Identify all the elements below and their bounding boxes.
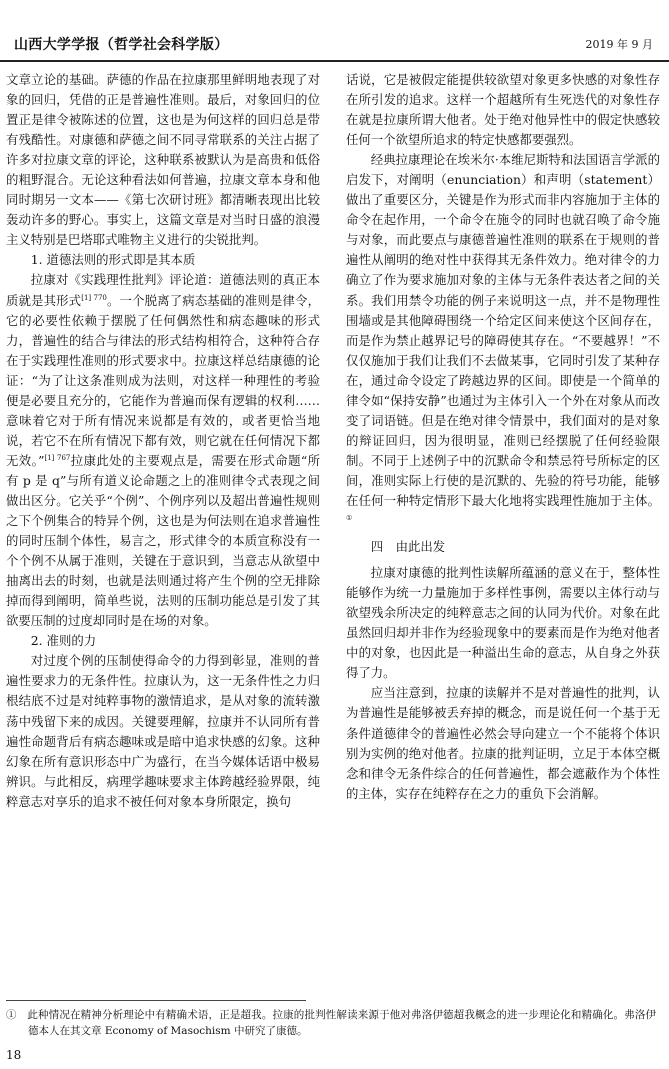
paragraph-text: 拉康此处的主要观点是，需要在形式命题“所有 p 是 q”与所有道义论命题之上的准则律令式表现之间做出区分。它关乎“个例”、个例序列以及超出普遍性规则之下个例集合的特异个例，这也是为何法则在追求普遍性的同时压制个体性，易言之，形式律令的本质宣称没有一个个例不从属于准则，关键在于意识到，当意志从欲望中抽离出去的时刻，也就是法则通过将产生个例的空无排除掉而得到阐明，简单些说，法则的压制功能总是引发了其欲要压制的过度却同时是在场的对象。	[6, 452, 320, 629]
subsection-heading: 2. 准则的力	[30, 633, 97, 649]
footnote-text: 此种情况在精神分析理论中有精确术语，正是超我。拉康的批判性解读来源于他对弗洛伊德超我概念的进一步理论化和精确化。弗洛伊德本人在其文章 Economy of Masochism 中研究了康德。	[27, 1009, 657, 1037]
paragraph: 应当注意到，拉康的读解并不是对普遍性的批判，认为普遍性是能够被丢弃掉的概念，而是说任何一个基于无条件道德律令的普遍性必然会导向建立一个不能将个体识别为实例的绝对他者。拉康的批判证明，立足于本体空概念和律令无条件综合的任何普遍性，都会遮蔽作为个体性的主体，实存在纯粹存在之力的重负下会消解。	[346, 685, 660, 801]
paragraph: 话说，它是被假定能提供较欲望对象更多快感的对象性存在所引发的追求。这样一个超越所有生死迭代的对象性存在就是拉康所谓大他者。处于绝对他异性中的假定快感较任何一个欲望所追求的特定快感都要强烈。	[346, 72, 660, 148]
running-header	[0, 0, 669, 52]
paragraph	[6, 270, 320, 631]
footnote-area	[6, 1000, 656, 1039]
citation-marker: [1] 767	[44, 453, 71, 462]
right-column	[346, 70, 660, 804]
header-rule	[0, 60, 669, 62]
paragraph-text: 经典拉康理论在埃米尔·本维尼斯特和法国语言学派的启发下，对阐明（enunciation）和声明（statement）做出了重要区分，关键是作为形式而非内容施加于主体的命令在起作用，一个命令在施令的同时也就召唤了命令施与对象，而此要点与康德普遍性准则的联系在于规则的普遍性从阐明的绝对性中获得其无条件效力。绝对律令的力确立了作为要求施加对象的主体与无条件表达者之间的关系。我们用禁令功能的例子来说明这一点，并不是物理性围墙或是其他障碍围绕一个给定区间来使这个区间存在，而是作为禁止越界记号的障碍使其存在。“不要越界！”不仅仅施加于我们让我们不去做某事，它同时引发了某种存在，通过命令设定了跨越边界的区间。即使是一个简单的律令如“保持安静”也通过为主体引入一个外在对象从而改变了词语链。但是在绝对律令情景中，我们面对的是对象的辩证回归，因为很明显，准则已经摆脱了任何经验限制。不同于上述例子中的沉默命令和禁忌符号所标定的区间，准则实际上行使的是沉默的、先验的符号功能，能够在任何一种特定情形下最大化地将实践理性施加于主体。	[346, 152, 660, 508]
footnote-mark: ①	[6, 1009, 17, 1021]
subsection-heading: 1. 道德法则的形式即是其本质	[30, 252, 196, 268]
citation-marker: [1] 770	[81, 293, 107, 302]
page-number: 18	[6, 1048, 22, 1062]
issue-date: 2019 年 9 月	[585, 38, 653, 51]
paragraph-text: 拉康对《实践理性批判》评论道：道德法则的真正本质就是其形式	[6, 272, 320, 308]
footnote-rule	[6, 1000, 306, 1001]
paragraph	[346, 150, 660, 531]
section-heading: 四 由此出发	[370, 539, 446, 555]
footnote	[6, 1007, 656, 1039]
journal-title: 山西大学学报（哲学社会科学版）	[14, 37, 229, 53]
paragraph: 对过度个例的压制使得命令的力得到彰显，准则的普遍性要求力的无条件性。拉康认为，这一无条件性之力归根结底不过是对纯粹事物的激情追求，是从对象的流转激荡中残留下来的成因。关键要理解，拉康并不认同所有普遍性命题背后有病态趣味或是暗中追求快感的幻象。这种幻象在所有意识形态中广为盛行，在当今媒体话语中极易辨识。与此相反，病理学趣味要求主体跨越经验界限，纯粹意志对享乐的追求不被任何对象本身所限定，换句	[6, 653, 320, 809]
paragraph: 文章立论的基础。萨德的作品在拉康那里鲜明地表现了对象的回归，凭借的正是普遍性准则。最后，对象回归的位置正是律令被陈述的位置，这也是为何这样的回归总是带有残酷性。对康德和萨德之间不同寻常联系的关注占据了许多对拉康文章的评论，这种联系被默认为是高贵和低俗的粗野混合。无论这种看法如何普遍，拉康文章本身和他同时期另一文本——《第七次研讨班》都清晰表现出比较轰动许多的野心。事实上，这篇文章是对当时日盛的浪漫主义特别是巴塔耶式唯物主义进行的尖锐批判。	[6, 72, 320, 248]
footnote-marker[interactable]: ①	[346, 513, 353, 522]
left-column	[6, 70, 320, 812]
paragraph: 拉康对康德的批判性读解所蕴涵的意义在于，整体性能够作为统一力量施加于多样性事例，需要以主体行动与欲望残余所决定的纯粹意志之间的认同为代价。对象在此虽然回归却并非作为经验现象中的要素而是作为绝对他者中的对象，也因此是一种溢出生命的意志，从自身之外获得了力。	[346, 565, 660, 681]
paragraph-text: 。一个脱离了病态基础的准则是律令，它的必要性依赖于摆脱了任何偶然性和病态趣味的形式力，普遍性的结合与律法的形式结构相符合，这种符合存在于实践理性准则的形式要求中。拉康这样总结康德的论证：“为了让这条准则成为法则，对这样一种理性的考验便是必要且充分的，它能作为普遍而保有逻辑的权利……意味着它对于所有情况来说都是有效的，或者更恰当地说，若它不在所有情况下都有效，则它就在任何情况下都无效。”	[6, 292, 320, 468]
